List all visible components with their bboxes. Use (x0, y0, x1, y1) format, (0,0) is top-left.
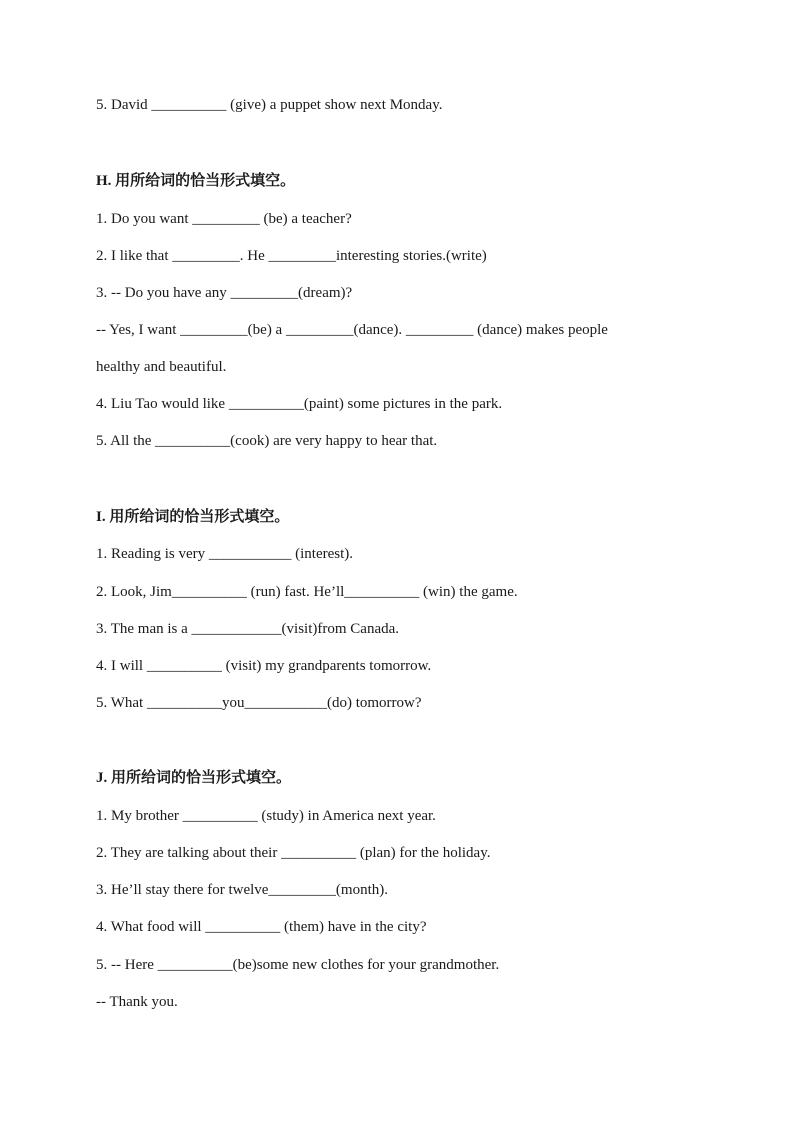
question-h3-reply: -- Yes, I want _________(be) a _________(dance). _________ (dance) makes people (96, 322, 608, 338)
question-h3: 3. -- Do you have any _________(dream)? (96, 285, 353, 301)
question-j4: 4. What food will __________ (them) have in the city? (96, 919, 427, 935)
question-g5: 5. David __________ (give) a puppet show next Monday. (96, 97, 443, 113)
question-j3: 3. He’ll stay there for twelve_________(month). (96, 882, 389, 898)
question-h3-reply-cont: healthy and beautiful. (96, 359, 227, 375)
section-i-title: I. 用所给词的恰当形式填空。 (96, 509, 290, 525)
question-h2: 2. I like that _________. He _________interesting stories.(write) (96, 248, 487, 264)
question-j1: 1. My brother __________ (study) in America next year. (96, 808, 436, 824)
question-i4: 4. I will __________ (visit) my grandparents tomorrow. (96, 658, 432, 674)
question-i5: 5. What __________you___________(do) tomorrow? (96, 695, 422, 711)
section-h-title: H. 用所给词的恰当形式填空。 (96, 173, 296, 189)
question-j2: 2. They are talking about their __________ (plan) for the holiday. (96, 845, 491, 861)
question-j5: 5. -- Here __________(be)some new clothes for your grandmother. (96, 957, 500, 973)
section-j-title: J. 用所给词的恰当形式填空。 (96, 770, 292, 786)
question-i1: 1. Reading is very ___________ (interest). (96, 546, 354, 562)
question-h1: 1. Do you want _________ (be) a teacher? (96, 211, 352, 227)
question-i3: 3. The man is a ____________(visit)from Canada. (96, 621, 400, 637)
question-j5-reply: -- Thank you. (96, 994, 178, 1010)
question-i2: 2. Look, Jim__________ (run) fast. He’ll__________ (win) the game. (96, 584, 518, 600)
question-h4: 4. Liu Tao would like __________(paint) some pictures in the park. (96, 396, 503, 412)
question-h5: 5. All the __________(cook) are very happy to hear that. (96, 433, 438, 449)
